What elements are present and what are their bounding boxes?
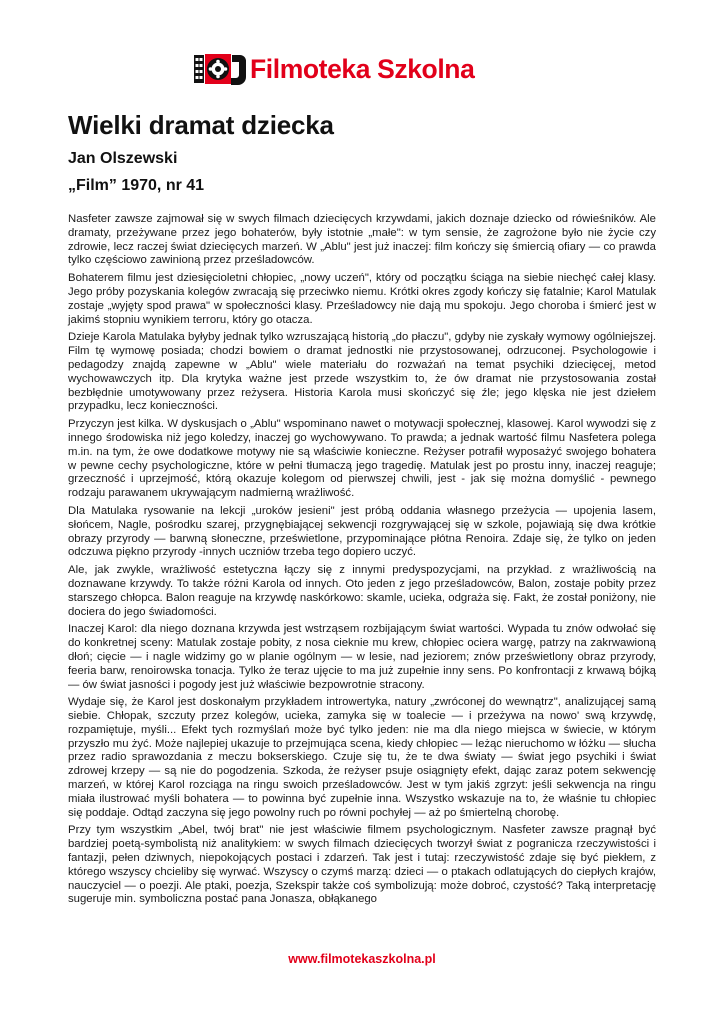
article-paragraph: Inaczej Karol: dla niego doznana krzywda jest wstrząsem rozbijającym świat wartości. Wypada tu znów odwołać się do konkretnej sceny: Matulak zostaje pobity, z nosa cieknie mu krew, chłopiec ociera wargę, patrzy na zakrwawioną dłoń; cięcie — i nagle widzimy go w planie ogólnym — w lesie, nad jeziorem; znów prześwietlony obraz przyrody, feeria barw, renoirowska tonacja. Tylko że teraz ujęcie to ma już zupełnie inny sens. Po konfrontacji z krwawą bójką — ów świat jasności i pogody jest już właściwie bezpowrotnie stracony. <box>68 623 656 691</box>
article-author: Jan Olszewski <box>68 150 178 167</box>
brand-header <box>193 48 533 90</box>
footer-url[interactable]: www.filmotekaszkolna.pl <box>288 952 436 966</box>
film-projector-reel-icon <box>193 49 249 89</box>
article-paragraph: Przy tym wszystkim „Abel, twój brat" nie jest właściwie filmem psychologicznym. Nasfeter zawsze pragnął być bardziej poetą-symbolistą niż analitykiem: w swych filmach dziecięcych tworzył świat z pogranicza rzeczywistości i fantazji, pełen dziwnych, niepokojących postaci i zdarzeń. Tak jest i tutaj: rzeczywistość zdaje się być piekłem, z którego wszyscy chcieliby się wyrwać. Wszyscy o czymś marzą: dzieci — o ptakach odlatujących do ciepłych krajów, nauczyciel — o poezji. Ale ptaki, poezja, Szekspir także coś symbolizują: może dobroć, czystość? Taką interpretację sugeruje min. symboliczna postać pana Jonasza, obłąkanego <box>68 824 656 906</box>
article-paragraph: Dla Matulaka rysowanie na lekcji „uroków jesieni" jest próbą oddania własnego przeżycia — upojenia lasem, słońcem, Nagle, pośrodku szarej, przygnębiającej sekwencji rozgrywającej się w szkole, pojawiają się dwa krótkie obrazy przyrody — barwną słoneczne, prześwietlone, przypominające płótna Renoira. Zdaje się, że tylko on jeden odczuwa piękno przyrody -innych uczniów trzeba tego dopiero uczyć. <box>68 504 656 559</box>
article-paragraph: Bohaterem filmu jest dziesięcioletni chłopiec, „nowy uczeń", który od początku ściąga na siebie niechęć całej klasy. Jego próby pozyskania kolegów zwracają się przeciwko niemu. Krótki okres zgody kończy się fatalnie; Karol Matulak zostaje „wyjęty spod prawa" w społeczności klasy. Prześladowcy nie dają mu spokoju. Jego choroba i śmierć jest w jakimś stopniu wynikiem terroru, który go otacza. <box>68 272 656 326</box>
article-paragraph: Nasfeter zawsze zajmował się w swych filmach dziecięcych krzywdami, jakich doznaje dziecko od rówieśników. Ale dramaty, przeżywane przez jego bohaterów, były istotnie „małe": w tym sensie, że zagrożone było nie życie czy zdrowie, lecz raczej świat dziecięcych marzeń. W „Ablu" jest już inaczej: film kończy się śmiercią ofiary — co prawda tylko częściowo zawinioną przez prześladowców. <box>68 213 656 267</box>
article-paragraph: Ale, jak zwykle, wrażliwość estetyczna łączy się z innymi predyspozycjami, na przykład. z wrażliwością na doznawane krzywdy. To także różni Karola od innych. Oto jeden z jego prześladowców, Balon, zostaje pobity przez starszego chłopca. Balon reaguje na krzywdę naskórkowo: skamle, ucieka, odgraża się. Fakt, że został poniżony, nie dociera do jego świadomości. <box>68 564 656 618</box>
article-title: Wielki dramat dziecka <box>68 110 334 140</box>
article-paragraph: Dzieje Karola Matulaka byłyby jednak tylko wzruszającą historią „do płaczu", gdyby nie zyskały wymowy ogólniejszej. Film tę wymowę posiada; chodzi bowiem o dramat jednostki nie przystosowanej, odrzuconej. Psychologowie i pedagodzy znajdą zapewne w „Ablu" wiele materiału do rozważań na temat psychiki dziecięcej, metod wychowawczych itp. Dla krytyka ważne jest przede wszystkim to, że ów dramat nie przystosowania został bezbłędnie umotywowany przez reżysera. Historia Karola musi skończyć się źle; jego klęska nie jest dziełem przypadku, lecz konieczności. <box>68 331 656 413</box>
article-paragraph: Przyczyn jest kilka. W dyskusjach o „Ablu" wspominano nawet o motywacji społecznej, klasowej. Karol wywodzi się z innego środowiska niż jego koledzy, inaczej go wychowywano. To prawda; a jednak wartość filmu Nasfetera polega m.in. na tym, że owe dodatkowe motywy nie są właściwie konieczne. Reżyser potrafił wyposażyć swojego bohatera w pewne cechy psychologiczne, które w pełni tłumaczą jego tragedię. Matulak jest po prostu inny, inaczej reaguje; grzeczność i uprzejmość, którą okazuje kolegom od pierwszej chwili, jest - jak się można domyślić - pewnego rodzaju parawanem ukrywającym nadmierną wrażliwość. <box>68 418 656 500</box>
article-source: „Film” 1970, nr 41 <box>68 177 205 194</box>
article-body <box>68 213 656 911</box>
brand-logo-text: Filmoteka Szkolna <box>250 53 475 84</box>
article-paragraph: Wydaje się, że Karol jest doskonałym przykładem introwertyka, natury „zwróconej do wewnątrz", analizującej samą siebie. Chłopak, szczuty przez kolegów, ucieka, zamyka się w toalecie — i przeżywa na nowo' swą krzywdę, rozpamiętuje, myśli... Efekt tych rozmyślań może być tylko jeden: nie ma dla niego miejsca w świecie, w którym przyszło mu żyć. Może najlepiej ukazuje to przejmująca scena, kiedy chłopiec — leżąc nieruchomo w łóżku — słucha przez radio sprawozdania z meczu bokserskiego. Czuje się tu, że te dwa światy — świat jego psychiki i świat zdrowej krzepy — są nie do pogodzenia. Szkoda, że reżyser psuje osiągnięty efekt, dając zaraz potem sekwencję marzeń, w której Karol rozciąga na ringu swoich prześladowców. Jest w tym jakiś zgrzyt: jeśli sekwencja na ringu miała ilustrować myśli bohatera — to powinna być zupełnie inna. Wszystko wskazuje na to, że właśnie tu chłopiec się poddaje. Odtąd zaczyna się jego powolny ruch po równi pochyłej — aż po śmiertelną chorobę. <box>68 696 656 819</box>
